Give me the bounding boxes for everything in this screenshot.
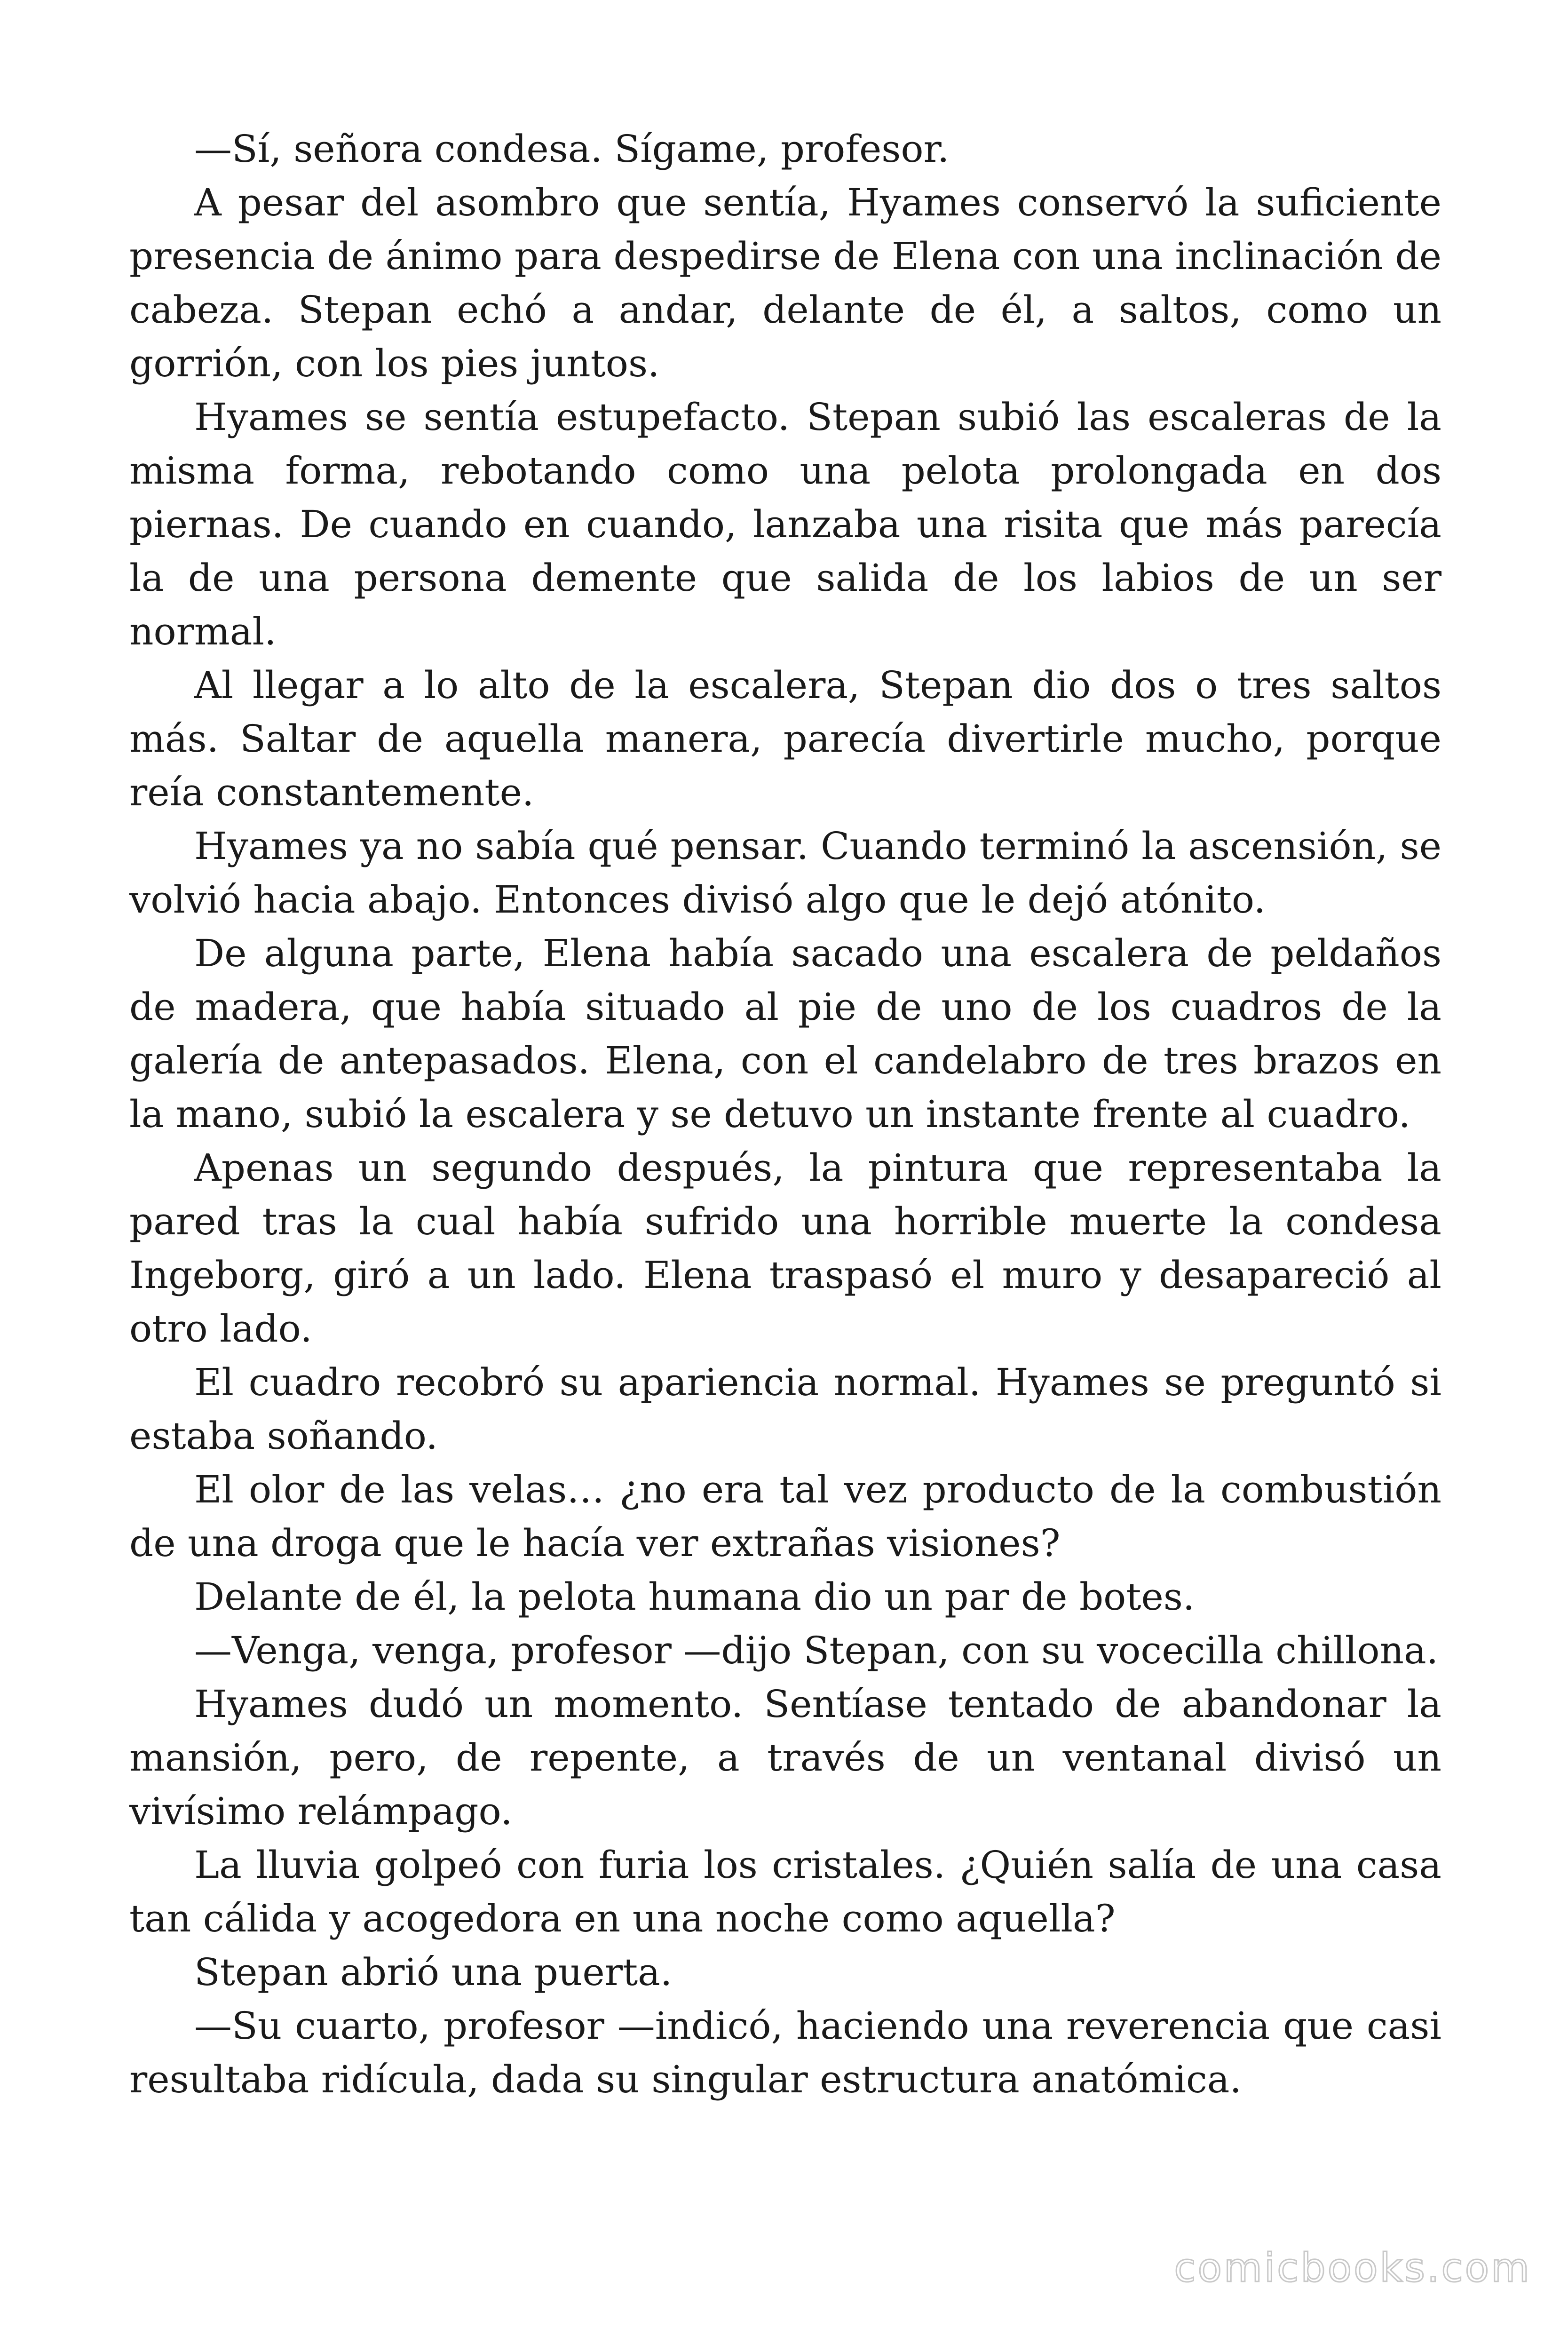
paragraph: Hyames se sentía estupefacto. Stepan subió las escaleras de la misma forma, rebotando como una pelota prolongada en dos piernas. De cuando en cuando, lanzaba una risita que más parecía la de una persona demente que salida de los labios de un ser normal. — [129, 395, 1441, 653]
paragraph: De alguna parte, Elena había sacado una escalera de peldaños de madera, que había situado al pie de uno de los cuadros de la galería de antepasados. Elena, con el candelabro de tres brazos en la mano, subió la escalera y se detuvo un instante frente al cuadro. — [129, 931, 1441, 1136]
paragraph: Delante de él, la pelota humana dio un par de botes. — [194, 1575, 1195, 1619]
paragraph: —Su cuarto, profesor —indicó, haciendo una reverencia que casi resultaba ridícula, dada su singular estructura anatómica. — [129, 2004, 1441, 2101]
paragraph: Stepan abrió una puerta. — [194, 1950, 673, 1994]
paragraph: Al llegar a lo alto de la escalera, Stepan dio dos o tres saltos más. Saltar de aquella manera, parecía divertirle mucho, porque reía constantemente. — [129, 663, 1441, 814]
paragraph: El cuadro recobró su apariencia normal. Hyames se preguntó si estaba soñando. — [129, 1360, 1441, 1458]
paragraph: —Sí, señora condesa. Sígame, profesor. — [194, 127, 950, 171]
paragraph: La lluvia golpeó con furia los cristales. ¿Quién salía de una casa tan cálida y acogedora en una noche como aquella? — [129, 1843, 1441, 1940]
paragraph: Hyames ya no sabía qué pensar. Cuando terminó la ascensión, se volvió hacia abajo. Entonces divisó algo que le dejó atónito. — [129, 824, 1441, 922]
paragraph: Apenas un segundo después, la pintura que representaba la pared tras la cual había sufrido una horrible muerte la condesa Ingeborg, giró a un lado. Elena traspasó el muro y desapareció al otro lado. — [129, 1146, 1441, 1351]
body-text — [129, 122, 1441, 2106]
paragraph: El olor de las velas… ¿no era tal vez producto de la combustión de una droga que le hacía ver extrañas visiones? — [129, 1468, 1441, 1565]
watermark: comicbooks.com — [1174, 2245, 1531, 2291]
paragraph: —Venga, venga, profesor —dijo Stepan, con su vocecilla chillona. — [194, 1629, 1439, 1672]
paragraph: Hyames dudó un momento. Sentíase tentado de abandonar la mansión, pero, de repente, a través de un ventanal divisó un vivísimo relámpago. — [129, 1682, 1441, 1833]
paragraph: A pesar del asombro que sentía, Hyames conservó la suficiente presencia de ánimo para despedirse de Elena con una inclinación de cabeza. Stepan echó a andar, delante de él, a saltos, como un gorrión, con los pies juntos. — [129, 181, 1441, 385]
